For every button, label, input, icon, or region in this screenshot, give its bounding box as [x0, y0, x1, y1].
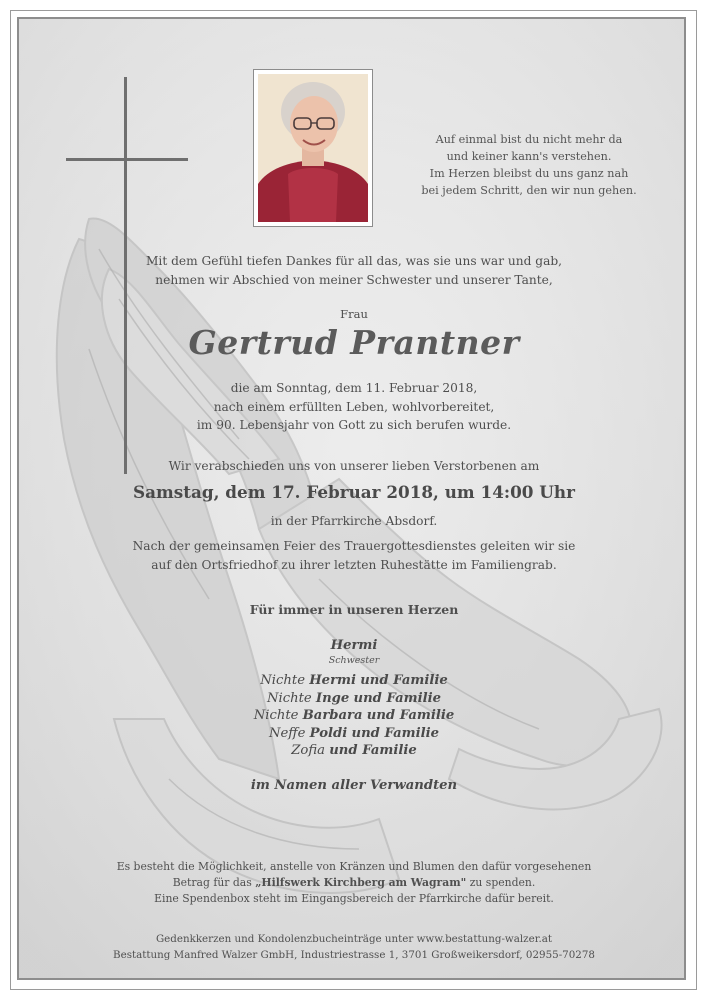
poem-line: Auf einmal bist du nicht mehr da	[435, 133, 623, 146]
donation-line: Betrag für das „Hilfswerk Kirchberg am Wagram" zu spenden.	[172, 876, 536, 889]
burial-line: auf den Ortsfriedhof zu ihrer letzten Ruhestätte im Familiengrab.	[151, 557, 557, 572]
intro-line: Mit dem Gefühl tiefen Dankes für all das, was sie uns war und gab,	[145, 254, 563, 268]
burial-line: Nach der gemeinsamen Feier des Trauergottesdienstes geleiten wir sie	[132, 539, 576, 553]
mourner-list	[34, 672, 674, 760]
motto: Für immer in unseren Herzen	[249, 602, 459, 617]
mourner-entry: Nichte Hermi und Familie	[260, 673, 448, 688]
portrait-photo	[253, 69, 373, 227]
death-line: nach einem erfüllten Leben, wohlvorbereitet,	[213, 399, 495, 414]
donation-note	[34, 859, 674, 907]
mourner-entry: Nichte Inge und Familie	[266, 690, 442, 706]
closing-line: im Namen aller Verwandten	[250, 778, 458, 793]
footer-line: Gedenkkerzen und Kondolenzbucheinträge unter www.bestattung-walzer.at	[155, 933, 553, 945]
poem	[399, 131, 659, 199]
deceased-name: Gertrud Prantner	[188, 323, 520, 362]
footer-line: Bestattung Manfred Walzer GmbH, Industriestrasse 1, 3701 Großweikersdorf, 02955-70278	[113, 949, 595, 961]
donation-line: Eine Spendenbox steht im Eingangsbereich der Pfarrkirche dafür bereit.	[154, 892, 554, 905]
poem-line: Im Herzen bleibst du uns ganz nah	[429, 167, 629, 180]
death-announcement	[34, 379, 674, 435]
mourner-entry: Zofia und Familie	[291, 743, 417, 758]
intro-line: nehmen wir Abschied von meiner Schwester und unserer Tante,	[155, 272, 553, 287]
service-location: in der Pfarrkirche Absdorf.	[270, 514, 438, 528]
farewell-intro: Wir verabschieden uns von unserer lieben Verstorbenen am	[168, 459, 540, 473]
poem-line: und keiner kann's verstehen.	[446, 150, 612, 163]
service-date: Samstag, dem 17. Februar 2018, um 14:00 Uhr	[133, 482, 575, 502]
mourner-entry: Nichte Barbara und Familie	[253, 708, 455, 723]
primary-mourner	[34, 637, 674, 666]
intro-text	[34, 252, 674, 289]
obituary-card	[17, 17, 686, 980]
death-line: im 90. Lebensjahr von Gott zu sich berufen wurde.	[196, 418, 512, 432]
poem-line: bei jedem Schritt, den wir nun gehen.	[421, 184, 637, 197]
footer	[34, 931, 674, 963]
salutation: Frau	[340, 307, 368, 321]
donation-line: Es besteht die Möglichkeit, anstelle von Kränzen und Blumen den dafür vorgesehenen	[116, 860, 592, 873]
primary-mourner-relation: Schwester	[328, 654, 380, 666]
death-line: die am Sonntag, dem 11. Februar 2018,	[230, 381, 478, 395]
burial-text	[34, 537, 674, 574]
mourner-entry: Neffe Poldi und Familie	[268, 725, 440, 741]
primary-mourner-name: Hermi	[330, 638, 378, 653]
